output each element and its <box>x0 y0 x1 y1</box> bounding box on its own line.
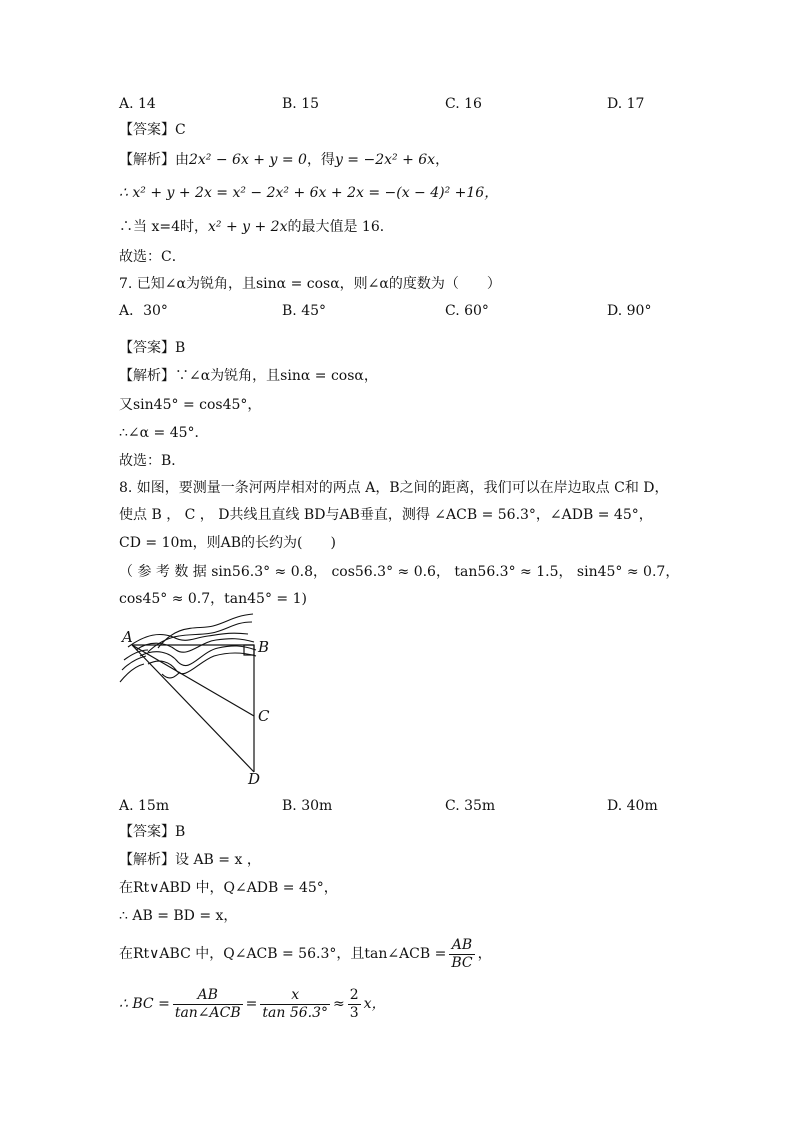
q8-option-d: D. 40m <box>607 798 658 814</box>
q8-reference-line-1: （ 参 考 数 据 sin56.3° ≈ 0.8， cos56.3° ≈ 0.6， tan56.3° ≈ 1.5， sin45° ≈ 0.7， <box>119 564 680 580</box>
q6-analysis-line-2: ∴ x² + y + 2x = x² − 2x² + 6x + 2x = −(x − 4)² +16， <box>119 185 499 201</box>
label-a: A <box>122 628 133 646</box>
answer-value: C <box>175 122 186 138</box>
q6-analysis-line-4: 故选：C． <box>119 249 186 265</box>
answer-value: B <box>175 340 186 356</box>
q7-option-d: D. 90° <box>607 303 652 319</box>
q8-stem-line-1: 8. 如图，要测量一条河两岸相对的两点 A，B之间的距离，我们可以在岸边取点 C和 D， <box>119 480 669 496</box>
answer-tag: 【答案】 <box>119 122 175 138</box>
q7-answer <box>119 339 185 357</box>
q7-option-a: A．30° <box>119 303 168 319</box>
analysis-tag: 【解析】 <box>119 152 175 168</box>
label-d: D <box>248 770 261 788</box>
q7-analysis-line-2: 又sin45° = cos45°， <box>119 397 262 413</box>
q7-option-c: C. 60° <box>445 303 489 319</box>
q7-option-b: B. 45° <box>282 303 327 319</box>
answer-tag: 【答案】 <box>119 824 175 840</box>
line-ad <box>132 645 254 772</box>
q7-stem: 7. 已知∠α为锐角，且sinα = cosα，则∠α的度数为（ ） <box>119 276 501 292</box>
q6-option-b: B. 15 <box>282 96 320 112</box>
triangle-lines <box>132 645 254 772</box>
q6-analysis-line-3: ∴当 x=4时，x² + y + 2x的最大值是 16． <box>119 219 394 235</box>
q6-option-c: C. 16 <box>445 96 482 112</box>
label-c: C <box>258 707 270 725</box>
analysis-tag: 【解析】 <box>119 852 175 868</box>
river-waves <box>120 614 256 682</box>
q8-stem-line-2: 使点 B ， C ， D共线且直线 BD与AB垂直，测得 ∠ACB = 56.3°，∠ADB = 45°， <box>119 507 653 523</box>
q7-analysis-line-4: 故选：B． <box>119 453 186 469</box>
q8-option-c: C. 35m <box>445 798 496 814</box>
q8-analysis-line-1: 【解析】设 AB = x ， <box>119 852 261 868</box>
q8-analysis-line-5: ∴ BC = $\frac{AB}{\text{tan∠ACB}}$ = $\frac{x}{\tan 56.3^\circ}$ ≈ $\frac{2}{3}$ x， <box>119 986 386 1021</box>
line-ac <box>132 645 254 716</box>
q8-analysis-line-4: 在Rt∨ABC 中，Q∠ACB = 56.3°，且tan∠ACB = $\frac{AB}{BC}$ ， <box>119 936 492 971</box>
fraction-ab-over-tan: $\frac{AB}{\text{tan∠ACB}}$ <box>174 986 241 1021</box>
q7-analysis-line-1: 【解析】∵∠α为锐角，且sinα = cosα， <box>119 368 378 384</box>
fraction-two-thirds: $\frac{2}{3}$ <box>349 986 359 1021</box>
river-figure <box>118 612 288 788</box>
fraction-ab-over-bc: $\frac{AB}{BC}$ <box>451 936 473 971</box>
q8-reference-line-2: cos45° ≈ 0.7，tan45° = 1) <box>119 591 307 607</box>
q6-option-d: D. 17 <box>607 96 645 112</box>
answer-value: B <box>175 824 186 840</box>
q6-option-a: A. 14 <box>119 96 156 112</box>
label-b: B <box>258 638 270 656</box>
q8-option-a: A. 15m <box>119 798 170 814</box>
q8-analysis-line-2: 在Rt∨ABD 中，Q∠ADB = 45°， <box>119 880 338 896</box>
q8-analysis-line-3: ∴ AB = BD = x， <box>119 908 238 924</box>
q8-answer <box>119 823 185 841</box>
q7-analysis-line-3: ∴∠α = 45°． <box>119 425 209 441</box>
q6-analysis-line-1: 【解析】由2x² − 6x + y = 0，得y = −2x² + 6x， <box>119 152 450 168</box>
answer-tag: 【答案】 <box>119 340 175 356</box>
q6-answer <box>119 121 186 139</box>
fraction-x-over-tan: $\frac{x}{\tan 56.3^\circ}$ <box>262 986 329 1021</box>
q8-option-b: B. 30m <box>282 798 333 814</box>
q8-stem-line-3: CD = 10m，则AB的长约为( ) <box>119 535 336 551</box>
analysis-tag: 【解析】 <box>119 368 175 384</box>
